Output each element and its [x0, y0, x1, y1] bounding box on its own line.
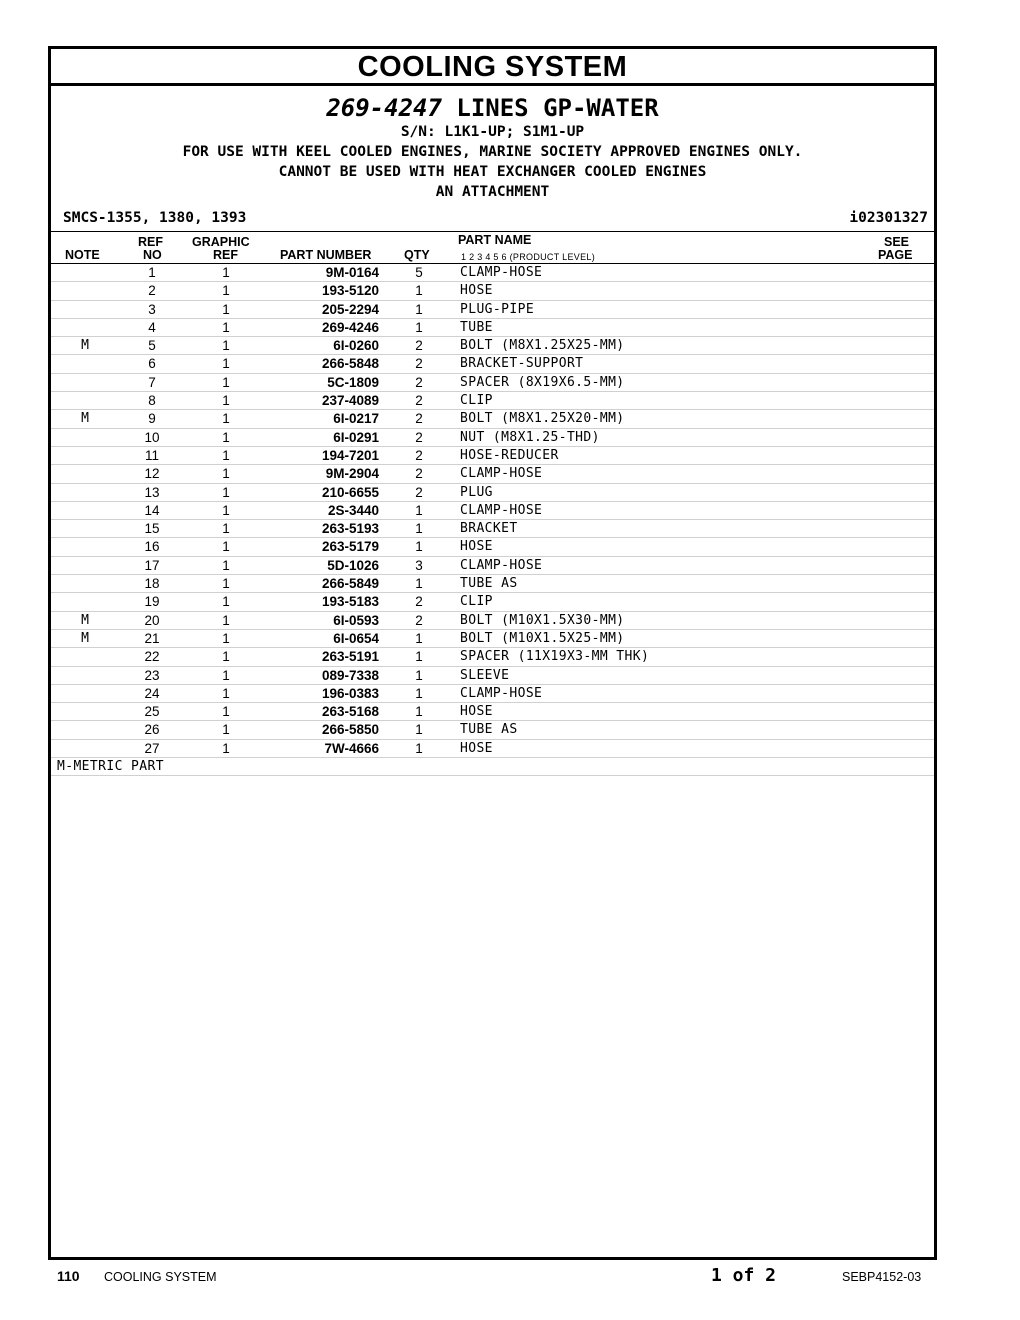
- graphic-ref-cell: 1: [222, 521, 230, 537]
- graphic-ref-cell: 1: [222, 594, 230, 610]
- part-name-cell: PLUG-PIPE: [460, 301, 535, 317]
- table-row: [51, 557, 934, 575]
- table-row: [51, 337, 934, 355]
- table-row: [51, 355, 934, 373]
- ref-no-cell: 27: [144, 740, 160, 756]
- graphic-ref-cell: 1: [222, 502, 230, 518]
- table-header: [51, 232, 934, 264]
- table-row: [51, 667, 934, 685]
- ref-no-cell: 16: [144, 539, 160, 555]
- part-name-cell: HOSE-REDUCER: [460, 447, 559, 463]
- part-name-cell: BOLT (M10X1.5X30-MM): [460, 612, 625, 628]
- graphic-ref-cell: 1: [222, 301, 230, 317]
- table-row: [51, 630, 934, 648]
- graphic-ref-cell: 1: [222, 374, 230, 390]
- part-number-cell: 193-5120: [321, 283, 379, 299]
- part-name-cell: CLAMP-HOSE: [460, 502, 543, 518]
- qty-cell: 5: [415, 265, 423, 280]
- header-graphic-top: GRAPHIC: [192, 235, 250, 249]
- header-product-levels: 1 2 3 4 5 6 (PRODUCT LEVEL): [461, 252, 595, 262]
- table-row: [51, 301, 934, 319]
- qty-cell: 1: [415, 576, 423, 592]
- part-number-cell: 9M-2904: [325, 466, 379, 482]
- ref-no-cell: 23: [144, 667, 160, 683]
- graphic-ref-cell: 1: [222, 685, 230, 701]
- part-number-cell: 210-6655: [321, 484, 379, 500]
- smcs-row: [51, 209, 934, 232]
- part-number-cell: 266-5848: [321, 356, 379, 372]
- note-cell: M: [81, 630, 89, 646]
- table-row: [51, 484, 934, 502]
- part-name-cell: CLIP: [460, 594, 493, 610]
- note-cell: M: [81, 411, 89, 427]
- ref-no-cell: 7: [148, 374, 156, 390]
- part-number-cell: 266-5850: [321, 722, 379, 738]
- qty-cell: 1: [415, 630, 423, 646]
- graphic-ref-cell: 1: [222, 265, 230, 280]
- ref-no-cell: 14: [144, 502, 160, 518]
- part-name-cell: CLAMP-HOSE: [460, 557, 543, 573]
- assembly-name: LINES GP-WATER: [456, 94, 659, 122]
- table-row: [51, 575, 934, 593]
- serial-range: S/N: L1K1-UP; S1M1-UP: [400, 124, 585, 140]
- part-number-cell: 9M-0164: [325, 265, 379, 280]
- qty-cell: 1: [415, 319, 423, 335]
- table-row: [51, 392, 934, 410]
- metric-footnote: M-METRIC PART: [57, 759, 164, 775]
- ref-no-cell: 2: [148, 283, 156, 299]
- header-note: NOTE: [65, 248, 100, 262]
- part-number-cell: 263-5193: [321, 521, 379, 537]
- part-number-cell: 6I-0291: [333, 429, 379, 445]
- qty-cell: 1: [415, 704, 423, 720]
- part-number-cell: 263-5191: [321, 649, 379, 665]
- table-row: [51, 264, 934, 282]
- graphic-ref-cell: 1: [222, 283, 230, 299]
- ref-no-cell: 25: [144, 704, 160, 720]
- table-row: [51, 465, 934, 483]
- part-number-cell: 193-5183: [321, 594, 379, 610]
- part-name-cell: HOSE: [460, 539, 493, 555]
- ref-no-cell: 5: [148, 338, 156, 354]
- header-qty: QTY: [404, 248, 430, 262]
- graphic-ref-cell: 1: [222, 740, 230, 756]
- table-row: [51, 593, 934, 611]
- part-number-cell: 5C-1809: [327, 374, 379, 390]
- part-name-cell: BRACKET-SUPPORT: [460, 356, 584, 372]
- footer-section: COOLING SYSTEM: [104, 1270, 217, 1284]
- part-name-cell: TUBE: [460, 319, 493, 335]
- table-row: [51, 410, 934, 428]
- table-row: [51, 520, 934, 538]
- sheet-indicator: 1 of 2: [711, 1265, 777, 1286]
- part-name-cell: HOSE: [460, 283, 493, 299]
- qty-cell: 2: [415, 447, 423, 463]
- qty-cell: 1: [415, 685, 423, 701]
- table-row: [51, 319, 934, 337]
- assembly-header: [51, 94, 934, 202]
- usage-note-2: CANNOT BE USED WITH HEAT EXCHANGER COOLED ENGINES: [278, 164, 707, 180]
- table-row: [51, 429, 934, 447]
- part-number-cell: 6I-0217: [333, 411, 379, 427]
- part-number-cell: 7W-4666: [324, 740, 379, 756]
- ref-no-cell: 9: [148, 411, 156, 427]
- qty-cell: 2: [415, 356, 423, 372]
- qty-cell: 2: [415, 374, 423, 390]
- header-graphic-bottom: REF: [213, 248, 238, 262]
- part-name-cell: BOLT (M8X1.25X25-MM): [460, 338, 625, 354]
- qty-cell: 2: [415, 612, 423, 628]
- qty-cell: 2: [415, 411, 423, 427]
- part-number-cell: 263-5179: [321, 539, 379, 555]
- part-number-cell: 237-4089: [321, 393, 379, 409]
- parts-table-body: [51, 264, 934, 758]
- header-part-number: PART NUMBER: [280, 248, 372, 262]
- part-number-cell: 196-0383: [321, 685, 379, 701]
- qty-cell: 2: [415, 429, 423, 445]
- graphic-ref-cell: 1: [222, 356, 230, 372]
- qty-cell: 1: [415, 301, 423, 317]
- ref-no-cell: 19: [144, 594, 160, 610]
- part-number-cell: 2S-3440: [327, 502, 379, 518]
- qty-cell: 2: [415, 594, 423, 610]
- assembly-title: [51, 94, 934, 122]
- part-name-cell: CLIP: [460, 393, 493, 409]
- graphic-ref-cell: 1: [222, 466, 230, 482]
- table-row: [51, 612, 934, 630]
- graphic-ref-cell: 1: [222, 338, 230, 354]
- part-name-cell: BRACKET: [460, 521, 518, 537]
- page-footer: [0, 1265, 1020, 1289]
- graphic-ref-cell: 1: [222, 484, 230, 500]
- ref-no-cell: 20: [144, 612, 160, 628]
- part-number-cell: 205-2294: [321, 301, 379, 317]
- document-number: SEBP4152-03: [842, 1270, 922, 1284]
- ref-no-cell: 22: [144, 649, 160, 665]
- part-number-cell: 194-7201: [321, 447, 379, 463]
- ref-no-cell: 18: [144, 576, 160, 592]
- part-name-cell: PLUG: [460, 484, 493, 500]
- header-see-top: SEE: [884, 235, 910, 249]
- part-name-cell: SPACER (11X19X3-MM THK): [460, 649, 650, 665]
- table-row: [51, 447, 934, 465]
- graphic-ref-cell: 1: [222, 539, 230, 555]
- part-name-cell: TUBE AS: [460, 576, 518, 592]
- ref-no-cell: 3: [148, 301, 156, 317]
- header-part-name: PART NAME: [458, 233, 532, 247]
- qty-cell: 1: [415, 539, 423, 555]
- part-name-cell: BOLT (M8X1.25X20-MM): [460, 411, 625, 427]
- qty-cell: 1: [415, 667, 423, 683]
- graphic-ref-cell: 1: [222, 429, 230, 445]
- part-name-cell: SPACER (8X19X6.5-MM): [460, 374, 625, 390]
- part-number-cell: 6I-0654: [333, 630, 379, 646]
- graphic-ref-cell: 1: [222, 411, 230, 427]
- part-number-cell: 6I-0593: [333, 612, 379, 628]
- part-name-cell: HOSE: [460, 704, 493, 720]
- graphic-ref-cell: 1: [222, 393, 230, 409]
- table-row: [51, 538, 934, 556]
- part-name-cell: HOSE: [460, 740, 493, 756]
- ref-no-cell: 8: [148, 393, 156, 409]
- part-name-cell: NUT (M8X1.25-THD): [460, 429, 600, 445]
- part-name-cell: CLAMP-HOSE: [460, 265, 543, 280]
- section-title: COOLING SYSTEM: [51, 49, 934, 86]
- part-number-cell: 263-5168: [321, 704, 379, 720]
- parts-page-frame: [48, 46, 937, 1260]
- qty-cell: 2: [415, 393, 423, 409]
- qty-cell: 3: [415, 557, 423, 573]
- part-name-cell: SLEEVE: [460, 667, 510, 683]
- graphic-ref-cell: 1: [222, 612, 230, 628]
- qty-cell: 1: [415, 722, 423, 738]
- part-number-cell: 089-7338: [321, 667, 379, 683]
- graphic-ref-cell: 1: [222, 447, 230, 463]
- table-row: [51, 703, 934, 721]
- graphic-ref-cell: 1: [222, 557, 230, 573]
- qty-cell: 2: [415, 466, 423, 482]
- qty-cell: 1: [415, 740, 423, 756]
- ref-no-cell: 10: [144, 429, 160, 445]
- smcs-codes: SMCS-1355, 1380, 1393: [63, 210, 247, 226]
- table-row: [51, 502, 934, 520]
- part-number-cell: 266-5849: [321, 576, 379, 592]
- ref-no-cell: 1: [148, 265, 156, 280]
- page-number: 110: [57, 1268, 80, 1284]
- graphic-ref-cell: 1: [222, 319, 230, 335]
- qty-cell: 2: [415, 338, 423, 354]
- qty-cell: 1: [415, 521, 423, 537]
- graphic-ref-cell: 1: [222, 722, 230, 738]
- graphic-ref-cell: 1: [222, 704, 230, 720]
- usage-note-1: FOR USE WITH KEEL COOLED ENGINES, MARINE SOCIETY APPROVED ENGINES ONLY.: [182, 144, 803, 160]
- table-row: [51, 740, 934, 758]
- ref-no-cell: 15: [144, 521, 160, 537]
- ref-no-cell: 13: [144, 484, 160, 500]
- graphic-ref-cell: 1: [222, 576, 230, 592]
- qty-cell: 1: [415, 502, 423, 518]
- ref-no-cell: 24: [144, 685, 160, 701]
- header-see-bottom: PAGE: [878, 248, 913, 262]
- part-name-cell: CLAMP-HOSE: [460, 466, 543, 482]
- table-row: [51, 648, 934, 666]
- ref-no-cell: 26: [144, 722, 160, 738]
- illustration-id: i02301327: [849, 210, 928, 226]
- part-number-cell: 269-4246: [321, 319, 379, 335]
- note-cell: M: [81, 612, 89, 628]
- graphic-ref-cell: 1: [222, 649, 230, 665]
- footnote-row: [51, 758, 934, 776]
- part-number-cell: 5D-1026: [327, 557, 379, 573]
- table-row: [51, 282, 934, 300]
- table-row: [51, 374, 934, 392]
- part-name-cell: CLAMP-HOSE: [460, 685, 543, 701]
- graphic-ref-cell: 1: [222, 630, 230, 646]
- ref-no-cell: 4: [148, 319, 156, 335]
- qty-cell: 2: [415, 484, 423, 500]
- part-number-cell: 6I-0260: [333, 338, 379, 354]
- part-name-cell: BOLT (M10X1.5X25-MM): [460, 630, 625, 646]
- qty-cell: 1: [415, 283, 423, 299]
- header-ref-bottom: NO: [143, 248, 162, 262]
- table-row: [51, 685, 934, 703]
- qty-cell: 1: [415, 649, 423, 665]
- note-cell: M: [81, 338, 89, 354]
- ref-no-cell: 6: [148, 356, 156, 372]
- assembly-number: 269-4247: [326, 94, 442, 122]
- ref-no-cell: 21: [144, 630, 160, 646]
- part-name-cell: TUBE AS: [460, 722, 518, 738]
- ref-no-cell: 11: [144, 447, 159, 463]
- ref-no-cell: 17: [144, 557, 160, 573]
- usage-note-3: AN ATTACHMENT: [435, 184, 550, 200]
- header-ref-top: REF: [138, 235, 163, 249]
- table-row: [51, 721, 934, 739]
- ref-no-cell: 12: [144, 466, 160, 482]
- graphic-ref-cell: 1: [222, 667, 230, 683]
